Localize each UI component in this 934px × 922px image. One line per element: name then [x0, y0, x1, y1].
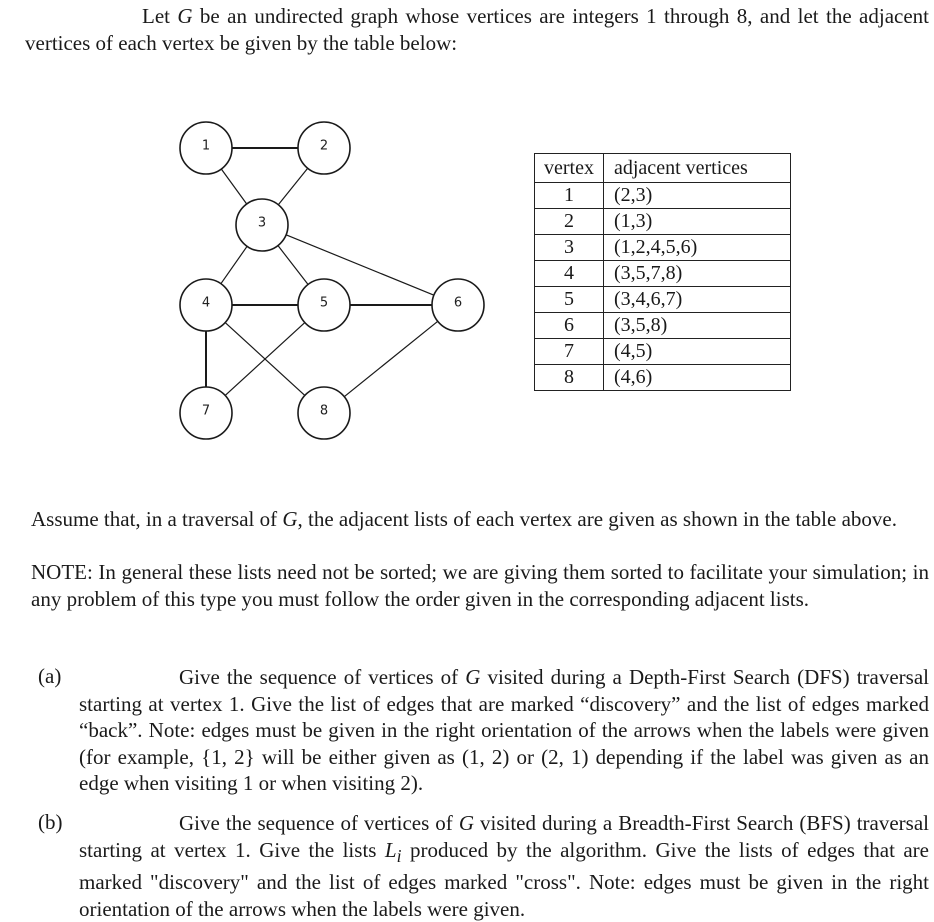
adjacent-cell: (3,5,8) — [604, 313, 791, 339]
graph-node-label: 6 — [453, 295, 463, 311]
part-a-text-b: visited during a Depth-First Search (DFS) traversal starting at vertex 1. Give the list of edges that are marked “discovery” and the list of edges marked “back”. Note: edges must be given in the right orientation of the arrows when the labels were given (for example, {1, 2} will be either given as (1, 2) or (2, 1) depending if the label was given as an edge when visiting 1 or when visiting 2). — [79, 665, 929, 795]
part-b-text — [79, 810, 929, 922]
intro-paragraph — [25, 3, 929, 56]
vertex-cell: 8 — [535, 365, 604, 391]
adjacent-cell: (1,3) — [604, 209, 791, 235]
graph-node-1 — [180, 122, 232, 174]
graph-nodes — [180, 122, 484, 439]
graph-node-4 — [180, 279, 232, 331]
part-b-text-c: produced by the algorithm. Give the lists of edges that are marked "discovery" and the list of edges marked "cross". Note: edges must be given in the right orientation of the arrows when the labels were given. — [79, 837, 929, 921]
graph-node-7 — [180, 387, 232, 439]
graph-figure — [170, 115, 500, 455]
part-a-text-a: Give the sequence of vertices of — [179, 665, 466, 689]
assume-text-b: , the adjacent lists of each vertex are given as shown in the table above. — [297, 507, 897, 531]
vertex-cell: 3 — [535, 235, 604, 261]
table-row — [535, 261, 791, 287]
graph-node-3 — [236, 199, 288, 251]
part-b-text-b: visited during a Breadth-First Search (BFS) traversal starting at vertex 1. Give the lists — [79, 811, 929, 862]
vertex-cell: 7 — [535, 339, 604, 365]
graph-symbol: G — [458, 811, 474, 835]
part-b-text-a: Give the sequence of vertices of — [179, 811, 459, 835]
graph-edge-2-3 — [278, 168, 307, 204]
adjacent-cell: (3,5,7,8) — [604, 261, 791, 287]
graph-symbol: G — [177, 4, 193, 28]
vertex-cell: 4 — [535, 261, 604, 287]
graph-node-label: 5 — [319, 295, 329, 311]
vertex-cell: 5 — [535, 287, 604, 313]
vertex-cell: 2 — [535, 209, 604, 235]
list-subscript: i — [396, 845, 402, 866]
adjacent-cell: (4,6) — [604, 365, 791, 391]
intro-text-a: Let — [142, 4, 178, 28]
graph-symbol: G — [465, 665, 481, 689]
list-symbol: L — [384, 837, 397, 862]
graph-node-6 — [432, 279, 484, 331]
intro-text-b: be an undirected graph whose vertices are integers 1 through 8, and let the adjacent vertices of each vertex be given by the table below: — [25, 4, 929, 55]
graph-node-label: 8 — [319, 403, 329, 419]
graph-node-label: 3 — [257, 215, 267, 231]
assume-text-a: Assume that, in a traversal of — [31, 507, 283, 531]
part-a-text — [79, 664, 929, 797]
vertex-column-header: vertex — [535, 154, 604, 183]
vertex-cell: 6 — [535, 313, 604, 339]
table-row — [535, 209, 791, 235]
table-header-row — [535, 154, 791, 183]
graph-edge-6-8 — [344, 321, 438, 396]
assume-paragraph — [31, 506, 929, 533]
graph-edges — [206, 148, 438, 397]
graph-node-5 — [298, 279, 350, 331]
graph-edge-3-5 — [278, 246, 308, 285]
adjacent-cell: (2,3) — [604, 183, 791, 209]
note-paragraph: NOTE: In general these lists need not be sorted; we are giving them sorted to facilitate your simulation; in any problem of this type you must follow the order given in the corresponding adjacent lists. — [31, 560, 929, 611]
table-row — [535, 235, 791, 261]
adjacent-column-header: adjacent vertices — [604, 154, 791, 183]
part-b-label: (b) — [38, 810, 63, 834]
adjacency-table — [534, 153, 791, 391]
table-row — [535, 313, 791, 339]
table-row — [535, 365, 791, 391]
graph-node-label: 2 — [319, 138, 329, 154]
table-row — [535, 339, 791, 365]
adjacent-cell: (3,4,6,7) — [604, 287, 791, 313]
table-row — [535, 287, 791, 313]
adjacent-cell: (1,2,4,5,6) — [604, 235, 791, 261]
adjacent-cell: (4,5) — [604, 339, 791, 365]
graph-node-label: 1 — [201, 138, 211, 154]
table-row — [535, 183, 791, 209]
graph-symbol: G — [282, 507, 298, 531]
graph-node-8 — [298, 387, 350, 439]
graph-edge-1-3 — [221, 169, 246, 204]
vertex-cell: 1 — [535, 183, 604, 209]
part-a-label: (a) — [38, 664, 62, 688]
graph-node-label: 4 — [201, 295, 211, 311]
graph-node-2 — [298, 122, 350, 174]
graph-edge-3-4 — [221, 246, 247, 283]
graph-node-label: 7 — [201, 403, 211, 419]
